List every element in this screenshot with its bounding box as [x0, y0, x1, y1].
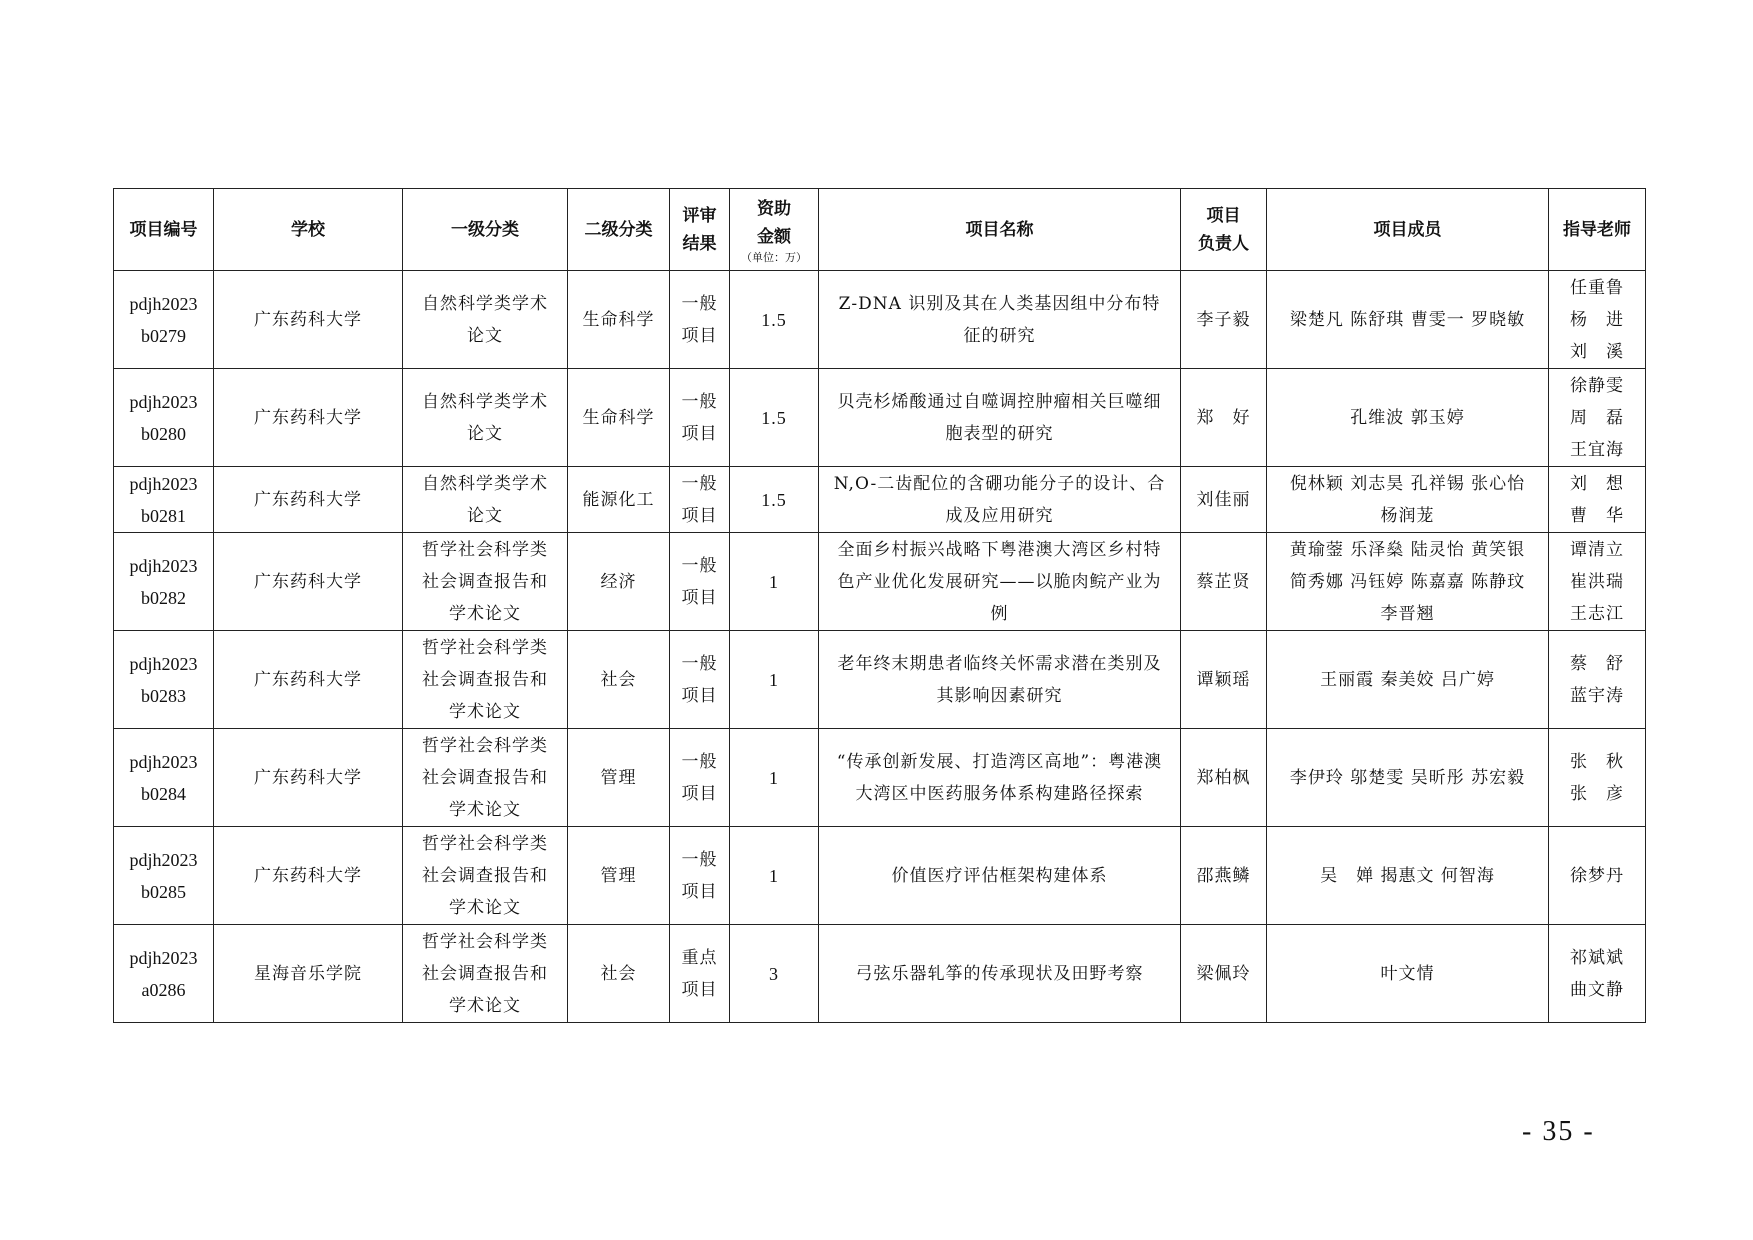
category1-line: 自然科学类学术 [422, 293, 548, 314]
result-line: 重点 [681, 947, 718, 968]
cell-project-name [819, 631, 1181, 729]
table-row [114, 467, 1646, 533]
table-row [114, 827, 1646, 925]
cell-category2: 生命科学 [568, 369, 670, 467]
table-row [114, 369, 1646, 467]
category1-line: 哲学社会科学类 [422, 735, 548, 756]
code-line: pdjh2023 [129, 849, 198, 870]
header-result [670, 189, 730, 271]
category1-line: 哲学社会科学类 [422, 931, 548, 952]
category1-line: 社会调查报告和 [422, 767, 548, 788]
header-result-line1: 评审 [682, 205, 717, 226]
cell-amount: 1.5 [730, 467, 819, 533]
header-amount-line1: 资助 [757, 198, 791, 219]
header-leader-line1: 项目 [1206, 205, 1241, 226]
project-name-line: 色产业优化发展研究——以脆肉鲩产业为 [837, 571, 1162, 592]
cell-members [1267, 925, 1549, 1023]
cell-advisors [1549, 533, 1646, 631]
category1-line: 哲学社会科学类 [422, 539, 548, 560]
members-line: 倪林颖 刘志昊 孔祥锡 张心怡 [1289, 473, 1526, 494]
code-line: b0282 [141, 587, 186, 608]
members-line: 王丽霞 秦美姣 吕广婷 [1320, 669, 1495, 690]
cell-members [1267, 729, 1549, 827]
cell-code [114, 729, 214, 827]
cell-advisors [1549, 827, 1646, 925]
category1-line: 论文 [467, 423, 503, 444]
cell-result [670, 631, 730, 729]
cell-category1 [403, 467, 568, 533]
category1-line: 学术论文 [449, 897, 521, 918]
advisor-name: 蔡 舒 [1570, 653, 1624, 674]
project-name-line: 价值医疗评估框架构建体系 [891, 865, 1108, 886]
code-line: pdjh2023 [129, 653, 198, 674]
cell-result [670, 533, 730, 631]
header-advisor: 指导老师 [1549, 189, 1646, 271]
cell-code [114, 369, 214, 467]
cell-leader: 郑 好 [1181, 369, 1267, 467]
advisor-name: 崔洪瑞 [1570, 571, 1624, 592]
project-name-line: 贝壳杉烯酸通过自噬调控肿瘤相关巨噬细 [837, 391, 1162, 412]
header-school: 学校 [214, 189, 403, 271]
advisor-name: 徐静雯 [1570, 375, 1624, 396]
advisor-name: 刘 想 [1570, 473, 1624, 494]
members-line: 叶文情 [1380, 963, 1435, 984]
cell-project-name [819, 827, 1181, 925]
advisor-name: 徐梦丹 [1570, 865, 1624, 886]
cell-category1 [403, 271, 568, 369]
cell-project-name [819, 533, 1181, 631]
table-row [114, 631, 1646, 729]
cell-members [1267, 467, 1549, 533]
project-name-line: N,O-二齿配位的含硼功能分子的设计、合 [833, 473, 1166, 494]
cell-category2: 社会 [568, 925, 670, 1023]
project-name-line: 成及应用研究 [945, 505, 1054, 526]
advisor-name: 杨 进 [1570, 309, 1624, 330]
cell-advisors [1549, 271, 1646, 369]
category1-line: 社会调查报告和 [422, 571, 548, 592]
advisor-name: 蓝宇涛 [1570, 685, 1624, 706]
cell-school: 广东药科大学 [214, 827, 403, 925]
result-line: 一般 [681, 391, 718, 412]
cell-advisors [1549, 729, 1646, 827]
table-row [114, 271, 1646, 369]
cell-amount: 1 [730, 827, 819, 925]
code-line: b0283 [141, 685, 186, 706]
cell-amount: 1.5 [730, 271, 819, 369]
cell-advisors [1549, 925, 1646, 1023]
project-name-line: 老年终末期患者临终关怀需求潜在类别及 [837, 653, 1162, 674]
cell-amount: 3 [730, 925, 819, 1023]
cell-school: 广东药科大学 [214, 631, 403, 729]
cell-project-name [819, 729, 1181, 827]
project-name-line: 其影响因素研究 [936, 685, 1063, 706]
cell-category1 [403, 533, 568, 631]
cell-school: 广东药科大学 [214, 467, 403, 533]
cell-category1 [403, 631, 568, 729]
code-line: pdjh2023 [129, 293, 198, 314]
category1-line: 学术论文 [449, 603, 521, 624]
cell-code [114, 827, 214, 925]
members-line: 杨润茏 [1380, 505, 1435, 526]
result-line: 项目 [681, 325, 718, 346]
result-line: 项目 [681, 979, 718, 1000]
cell-result [670, 271, 730, 369]
cell-result [670, 729, 730, 827]
cell-category1 [403, 827, 568, 925]
project-name-line: 全面乡村振兴战略下粤港澳大湾区乡村特 [837, 539, 1162, 560]
category1-line: 论文 [467, 325, 503, 346]
result-line: 一般 [681, 473, 718, 494]
cell-project-name [819, 369, 1181, 467]
cell-members [1267, 827, 1549, 925]
code-line: a0286 [141, 979, 186, 1000]
header-code: 项目编号 [114, 189, 214, 271]
cell-school: 广东药科大学 [214, 729, 403, 827]
project-table-container [113, 188, 1645, 1023]
table-body [114, 271, 1646, 1023]
advisor-name: 曲文静 [1570, 979, 1624, 1000]
members-line: 李伊玲 邬楚雯 吴昕彤 苏宏毅 [1289, 767, 1526, 788]
category1-line: 学术论文 [449, 995, 521, 1016]
cell-amount: 1 [730, 631, 819, 729]
advisor-name: 周 磊 [1570, 407, 1624, 428]
table-header-row [114, 189, 1646, 271]
header-members: 项目成员 [1267, 189, 1549, 271]
result-line: 一般 [681, 555, 718, 576]
cell-code [114, 631, 214, 729]
code-line: b0285 [141, 881, 186, 902]
category1-line: 社会调查报告和 [422, 865, 548, 886]
cell-result [670, 925, 730, 1023]
cell-code [114, 467, 214, 533]
category1-line: 学术论文 [449, 799, 521, 820]
result-line: 项目 [681, 685, 718, 706]
category1-line: 论文 [467, 505, 503, 526]
result-line: 项目 [681, 881, 718, 902]
header-amount-line2: 金额 [757, 226, 791, 247]
code-line: pdjh2023 [129, 555, 198, 576]
cell-category2: 经济 [568, 533, 670, 631]
cell-advisors [1549, 467, 1646, 533]
cell-members [1267, 271, 1549, 369]
cell-category1 [403, 729, 568, 827]
category1-line: 社会调查报告和 [422, 963, 548, 984]
cell-leader: 刘佳丽 [1181, 467, 1267, 533]
header-name: 项目名称 [819, 189, 1181, 271]
advisor-name: 谭清立 [1570, 539, 1624, 560]
advisor-name: 曹 华 [1570, 505, 1624, 526]
result-line: 项目 [681, 587, 718, 608]
cell-code [114, 925, 214, 1023]
header-category1: 一级分类 [403, 189, 568, 271]
advisor-name: 王志江 [1570, 603, 1624, 624]
table-row [114, 533, 1646, 631]
result-line: 一般 [681, 653, 718, 674]
cell-result [670, 827, 730, 925]
cell-school: 广东药科大学 [214, 271, 403, 369]
category1-line: 自然科学类学术 [422, 391, 548, 412]
members-line: 梁楚凡 陈舒琪 曹雯一 罗晓敏 [1289, 309, 1526, 330]
advisor-name: 王宜海 [1570, 439, 1624, 460]
cell-category1 [403, 369, 568, 467]
project-name-line: 胞表型的研究 [945, 423, 1054, 444]
cell-category2: 能源化工 [568, 467, 670, 533]
cell-members [1267, 533, 1549, 631]
result-line: 项目 [681, 505, 718, 526]
header-amount [730, 189, 819, 271]
page-number: - 35 - [1522, 1116, 1595, 1147]
project-name-line: “传承创新发展、打造湾区高地”：粤港澳 [836, 751, 1163, 772]
header-result-line2: 结果 [682, 233, 717, 254]
cell-category2: 管理 [568, 729, 670, 827]
table-row [114, 729, 1646, 827]
advisor-name: 任重鲁 [1570, 277, 1624, 298]
cell-advisors [1549, 369, 1646, 467]
cell-code [114, 271, 214, 369]
cell-category2: 生命科学 [568, 271, 670, 369]
result-line: 项目 [681, 423, 718, 444]
code-line: b0279 [141, 325, 186, 346]
header-amount-unit: （单位：万） [741, 250, 807, 264]
project-name-line: 例 [990, 603, 1009, 624]
code-line: pdjh2023 [129, 751, 198, 772]
cell-result [670, 467, 730, 533]
cell-leader: 邵燕鳞 [1181, 827, 1267, 925]
code-line: b0281 [141, 505, 186, 526]
category1-line: 学术论文 [449, 701, 521, 722]
category1-line: 哲学社会科学类 [422, 637, 548, 658]
code-line: pdjh2023 [129, 947, 198, 968]
cell-members [1267, 369, 1549, 467]
members-line: 孔维波 郭玉婷 [1350, 407, 1465, 428]
project-table [113, 188, 1646, 1023]
project-name-line: 征的研究 [963, 325, 1036, 346]
result-line: 项目 [681, 783, 718, 804]
cell-leader: 李子毅 [1181, 271, 1267, 369]
advisor-name: 张 彦 [1570, 783, 1624, 804]
members-line: 简秀娜 冯钰婷 陈嘉嘉 陈静玟 [1289, 571, 1526, 592]
table-row [114, 925, 1646, 1023]
cell-result [670, 369, 730, 467]
cell-project-name [819, 467, 1181, 533]
members-line: 吴 婵 揭惠文 何智海 [1320, 865, 1495, 886]
category1-line: 社会调查报告和 [422, 669, 548, 690]
code-line: pdjh2023 [129, 391, 198, 412]
members-line: 李晋翘 [1380, 603, 1435, 624]
project-name-line: 弓弦乐器轧筝的传承现状及田野考察 [855, 963, 1144, 984]
advisor-name: 祁斌斌 [1570, 947, 1624, 968]
advisor-name: 刘 溪 [1570, 341, 1624, 362]
code-line: pdjh2023 [129, 473, 198, 494]
result-line: 一般 [681, 293, 718, 314]
members-line: 黄瑜蓥 乐泽燊 陆灵怡 黄笑银 [1289, 539, 1526, 560]
code-line: b0280 [141, 423, 186, 444]
cell-school: 广东药科大学 [214, 369, 403, 467]
result-line: 一般 [681, 849, 718, 870]
code-line: b0284 [141, 783, 186, 804]
advisor-name: 张 秋 [1570, 751, 1624, 772]
cell-leader: 郑柏枫 [1181, 729, 1267, 827]
cell-advisors [1549, 631, 1646, 729]
cell-project-name [819, 925, 1181, 1023]
category1-line: 哲学社会科学类 [422, 833, 548, 854]
header-category2: 二级分类 [568, 189, 670, 271]
cell-project-name [819, 271, 1181, 369]
cell-code [114, 533, 214, 631]
cell-amount: 1.5 [730, 369, 819, 467]
cell-category1 [403, 925, 568, 1023]
project-name-line: Z-DNA 识别及其在人类基因组中分布特 [838, 293, 1161, 314]
cell-amount: 1 [730, 533, 819, 631]
cell-category2: 社会 [568, 631, 670, 729]
cell-category2: 管理 [568, 827, 670, 925]
cell-members [1267, 631, 1549, 729]
header-leader-line2: 负责人 [1198, 233, 1249, 254]
project-name-line: 大湾区中医药服务体系构建路径探索 [855, 783, 1144, 804]
cell-leader: 蔡芷贤 [1181, 533, 1267, 631]
cell-leader: 谭颖瑶 [1181, 631, 1267, 729]
cell-school: 星海音乐学院 [214, 925, 403, 1023]
cell-leader: 梁佩玲 [1181, 925, 1267, 1023]
category1-line: 自然科学类学术 [422, 473, 548, 494]
header-leader [1181, 189, 1267, 271]
result-line: 一般 [681, 751, 718, 772]
cell-school: 广东药科大学 [214, 533, 403, 631]
cell-amount: 1 [730, 729, 819, 827]
